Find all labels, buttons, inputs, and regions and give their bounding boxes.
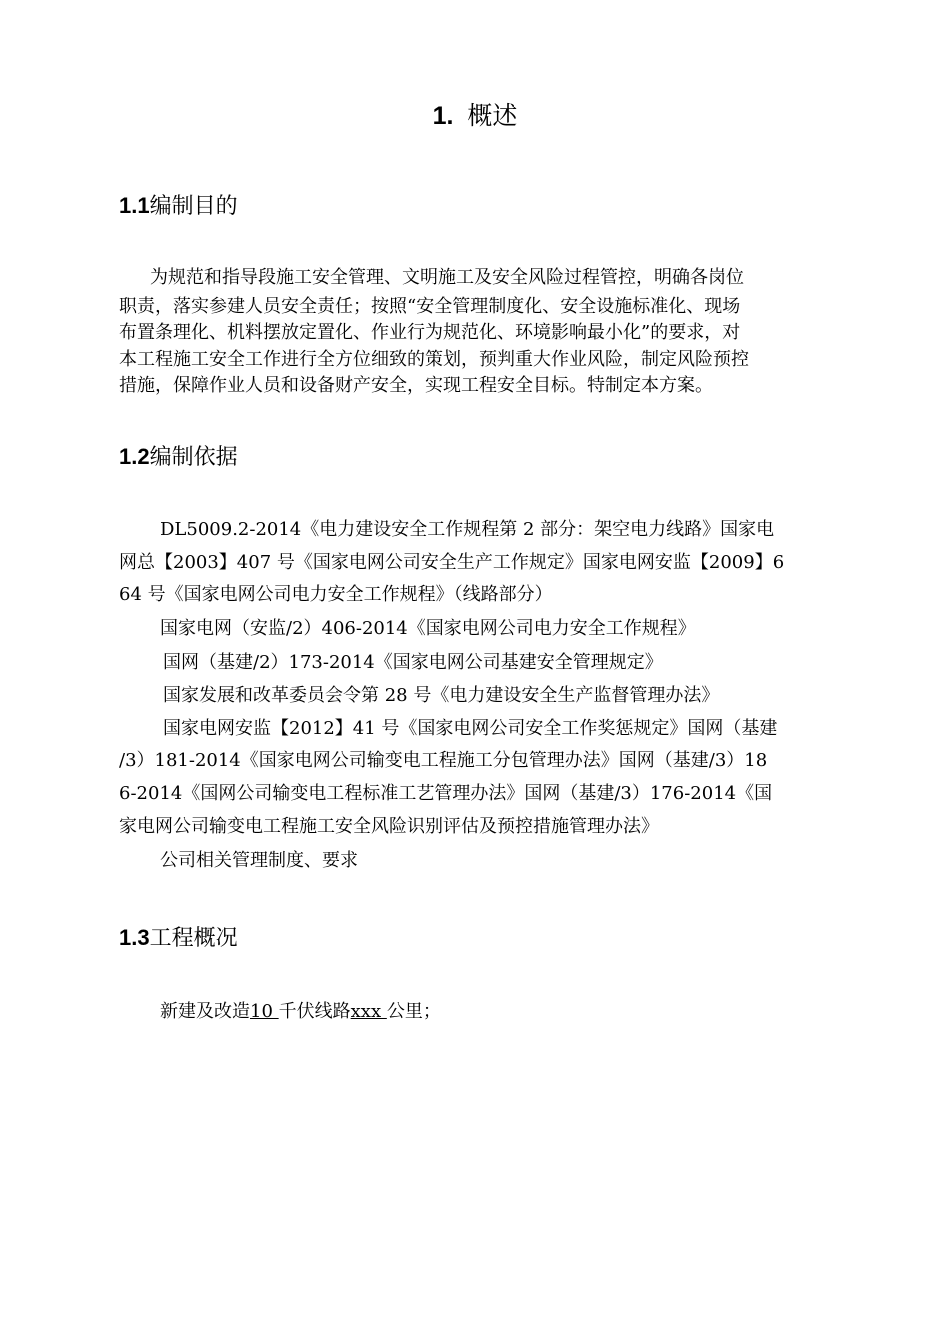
basis-line: 国家电网安监【2012】41 号《国家电网公司安全工作奖惩规定》国网（基建 bbox=[163, 718, 778, 739]
purpose-line: 布置条理化、机料摆放定置化、作业行为规范化、环境影响最小化”的要求，对 bbox=[119, 322, 741, 343]
voltage-value: 10 bbox=[250, 1001, 279, 1022]
overview-text: 千伏线路 bbox=[278, 1001, 351, 1022]
overview-text: 公里； bbox=[386, 1001, 441, 1022]
basis-line: 国网（基建/2）173-2014《国家电网公司基建安全管理规定》 bbox=[163, 652, 663, 673]
chapter-heading bbox=[0, 100, 950, 132]
section-number: 1.1 bbox=[119, 193, 150, 218]
section-heading-overview bbox=[119, 923, 238, 954]
section-heading-basis bbox=[119, 442, 238, 473]
basis-line: 6-2014《国网公司输变电工程标准工艺管理办法》国网（基建/3）176-2014《国 bbox=[119, 783, 773, 804]
basis-line: DL5009.2-2014《电力建设安全工作规程第 2 部分：架空电力线路》国家电 bbox=[160, 519, 775, 540]
section-number: 1.3 bbox=[119, 925, 150, 950]
chapter-number: 1. bbox=[432, 102, 454, 130]
section-heading-purpose bbox=[119, 191, 238, 222]
basis-line: 家电网公司输变电工程施工安全风险识别评估及预控措施管理办法》 bbox=[119, 816, 659, 837]
line-length-value: xxx bbox=[350, 1001, 387, 1022]
basis-line: /3）181-2014《国家电网公司输变电工程施工分包管理办法》国网（基建/3）18 bbox=[119, 750, 768, 771]
basis-line: 公司相关管理制度、要求 bbox=[160, 850, 358, 871]
basis-line: 64 号《国家电网公司电力安全工作规程》（线路部分） bbox=[119, 584, 553, 605]
overview-text: 新建及改造 bbox=[160, 1001, 250, 1022]
section-number: 1.2 bbox=[119, 444, 150, 469]
purpose-line: 为规范和指导段施工安全管理、文明施工及安全风险过程管控，明确各岗位 bbox=[150, 267, 744, 288]
purpose-line: 措施，保障作业人员和设备财产安全，实现工程安全目标。特制定本方案。 bbox=[119, 375, 713, 396]
purpose-line: 职责，落实参建人员安全责任；按照“安全管理制度化、安全设施标准化、现场 bbox=[119, 296, 741, 317]
section-title: 编制依据 bbox=[149, 445, 238, 470]
overview-paragraph bbox=[160, 997, 441, 1026]
section-title: 工程概况 bbox=[149, 926, 238, 951]
basis-line: 国家发展和改革委员会令第 28 号《电力建设安全生产监督管理办法》 bbox=[163, 685, 720, 706]
section-title: 编制目的 bbox=[149, 194, 238, 219]
chapter-title: 概述 bbox=[467, 102, 518, 130]
purpose-line: 本工程施工安全工作进行全方位细致的策划，预判重大作业风险，制定风险预控 bbox=[119, 349, 749, 370]
basis-line: 国家电网（安监/2）406-2014《国家电网公司电力安全工作规程》 bbox=[160, 618, 696, 639]
basis-line: 网总【2003】407 号《国家电网公司安全生产工作规定》国家电网安监【2009】6 bbox=[119, 552, 785, 573]
